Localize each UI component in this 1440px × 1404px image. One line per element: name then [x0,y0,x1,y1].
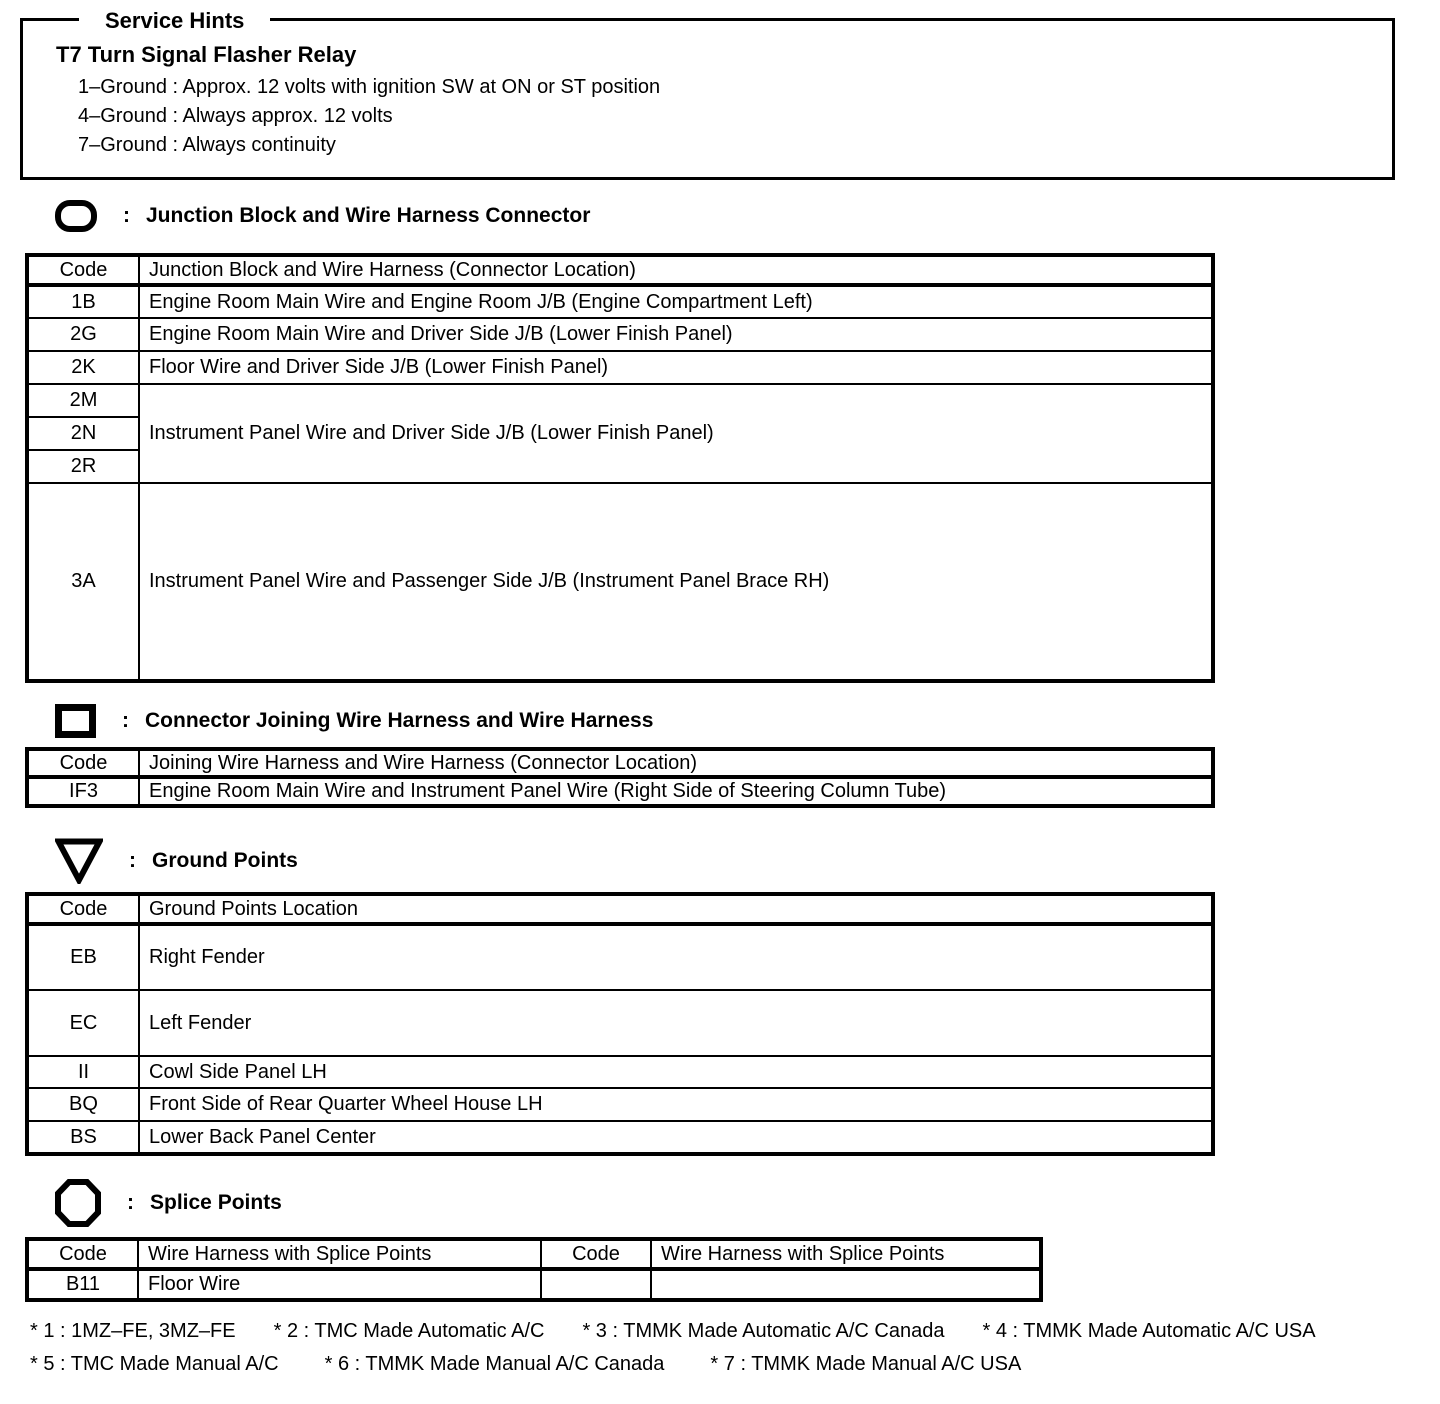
footnote-item: * 2 : TMC Made Automatic A/C [273,1320,545,1342]
footnotes-line-2 [30,1353,1021,1376]
splice-points-table [25,1237,1043,1302]
column-header-location: Joining Wire Harness and Wire Harness (Connector Location) [139,749,1213,777]
location-cell: Engine Room Main Wire and Driver Side J/B (Lower Finish Panel) [139,318,1213,351]
column-header-harness: Wire Harness with Splice Points [138,1239,541,1269]
code-cell: EC [27,990,139,1056]
service-hints-content [23,21,1392,160]
relay-title: T7 Turn Signal Flasher Relay [56,42,357,67]
table-row [27,483,1213,681]
code-cell: 1B [27,285,139,318]
service-hints-box [20,8,1395,180]
splice-section-title: Splice Points [150,1191,282,1214]
triangle-ground-icon [55,838,103,884]
header-colon: : [122,709,129,732]
code-cell: 2R [27,450,139,483]
octagon-splice-icon [55,1179,101,1227]
code-cell: EB [27,924,139,990]
ground-section-title: Ground Points [152,849,298,872]
table-row [27,1088,1213,1121]
table-row [27,990,1213,1056]
footnote-item: * 1 : 1MZ–FE, 3MZ–FE [30,1320,236,1342]
code-cell: 2G [27,318,139,351]
column-header-location: Junction Block and Wire Harness (Connector Location) [139,255,1213,285]
column-header-location: Ground Points Location [139,894,1213,924]
column-header-code: Code [27,1239,138,1269]
joining-connector-table [25,747,1215,808]
harness-cell: Floor Wire [138,1269,541,1300]
column-header-code: Code [27,255,139,285]
location-cell: Floor Wire and Driver Side J/B (Lower Finish Panel) [139,351,1213,384]
junction-section-header [55,198,590,234]
joining-section-header [55,702,653,740]
column-header-code: Code [27,894,139,924]
column-header-harness: Wire Harness with Splice Points [651,1239,1041,1269]
joining-section-title: Connector Joining Wire Harness and Wire Harness [145,709,654,732]
footnote-item: * 3 : TMMK Made Automatic A/C Canada [582,1320,945,1342]
location-cell: Right Fender [139,924,1213,990]
square-connector-icon [55,704,96,738]
location-cell: Engine Room Main Wire and Instrument Panel Wire (Right Side of Steering Column Tube) [139,777,1213,806]
code-cell: BS [27,1121,139,1154]
hint-line: 1–Ground : Approx. 12 volts with ignition SW at ON or ST position [78,76,661,98]
table-row [27,1056,1213,1088]
hint-line: 7–Ground : Always continuity [78,134,336,156]
service-hints-legend: Service Hints [79,8,270,34]
code-cell: 2N [27,417,139,450]
location-cell: Front Side of Rear Quarter Wheel House LH [139,1088,1213,1121]
location-cell: Engine Room Main Wire and Engine Room J/B (Engine Compartment Left) [139,285,1213,318]
table-row [27,351,1213,384]
code-cell: BQ [27,1088,139,1121]
table-row [27,777,1213,806]
table-row [27,384,1213,417]
table-header-row [27,749,1213,777]
location-cell: Cowl Side Panel LH [139,1056,1213,1088]
table-row [27,1121,1213,1154]
junction-section-title: Junction Block and Wire Harness Connector [146,204,591,227]
header-colon: : [123,204,130,227]
location-cell: Lower Back Panel Center [139,1121,1213,1154]
footnote-item: * 5 : TMC Made Manual A/C [30,1353,279,1375]
footnotes-line-1 [30,1320,1316,1343]
ground-points-table [25,892,1215,1156]
junction-block-table [25,253,1215,683]
oval-connector-icon [55,200,97,232]
code-cell: 3A [27,483,139,681]
location-cell: Left Fender [139,990,1213,1056]
footnote-item: * 4 : TMMK Made Automatic A/C USA [982,1320,1316,1342]
splice-section-header [55,1178,282,1228]
code-cell: 2K [27,351,139,384]
table-row [27,285,1213,318]
code-cell: II [27,1056,139,1088]
table-header-row [27,1239,1041,1269]
table-header-row [27,255,1213,285]
code-cell: IF3 [27,777,139,806]
table-header-row [27,894,1213,924]
code-cell: B11 [27,1269,138,1300]
header-colon: : [129,849,136,872]
harness-cell [651,1269,1041,1300]
merged-location-cell: Instrument Panel Wire and Driver Side J/B (Lower Finish Panel) [139,384,1213,483]
code-cell [541,1269,651,1300]
header-colon: : [127,1191,134,1214]
table-row [27,318,1213,351]
hint-line: 4–Ground : Always approx. 12 volts [78,105,393,127]
ground-section-header [55,838,298,884]
location-cell: Instrument Panel Wire and Passenger Side J/B (Instrument Panel Brace RH) [139,483,1213,681]
table-row [27,1269,1041,1300]
column-header-code: Code [27,749,139,777]
code-cell: 2M [27,384,139,417]
footnote-item: * 6 : TMMK Made Manual A/C Canada [324,1353,665,1375]
footnote-item: * 7 : TMMK Made Manual A/C USA [710,1353,1022,1375]
table-row [27,924,1213,990]
column-header-code: Code [541,1239,651,1269]
